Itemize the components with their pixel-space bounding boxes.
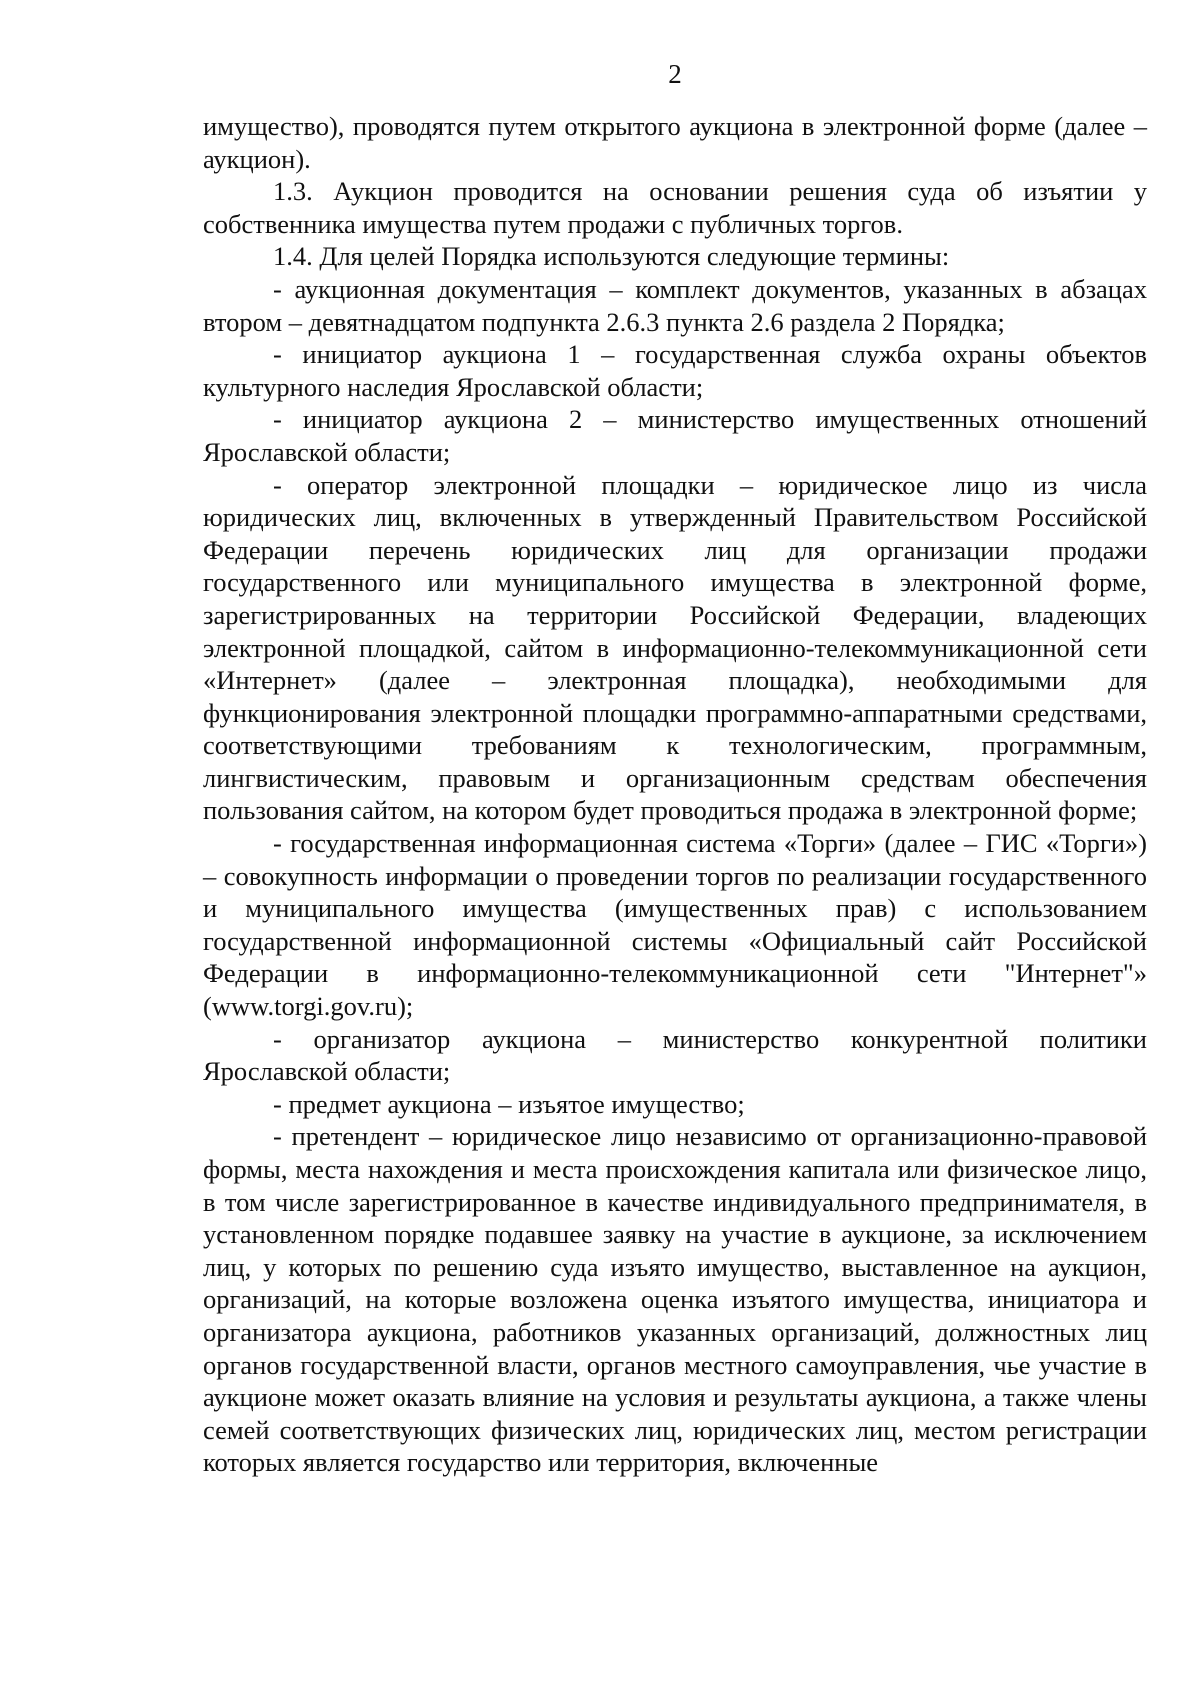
term-subject: - предмет аукциона – изъятое имущество;: [273, 1088, 745, 1119]
term-auction-documentation: - аукционная документация – комплект документов, указанных в абзацах втором – девятнадцатом подпункта 2.6.3 пункта 2.6 раздела 2 Порядка;: [203, 273, 1147, 337]
paragraph-1-4: 1.4. Для целей Порядка используются следующие термины:: [273, 241, 950, 272]
term-organizer: - организатор аукциона – министерство конкурентной политики Ярославской области;: [203, 1023, 1147, 1087]
document-body: [203, 110, 1147, 1479]
term-gis-torgi: - государственная информационная система «Торги» (далее – ГИС «Торги») – совокупность информации о проведении торгов по реализации государственного и муниципального имущества (имущественных прав) с использованием государственной информационной системы «Официальный сайт Российской Федерации в информационно-телекоммуникационной сети "Интернет"» (www.torgi.gov.ru);: [203, 828, 1147, 1022]
term-initiator-1: - инициатор аукциона 1 – государственная служба охраны объектов культурного наследия Ярославской области;: [203, 339, 1147, 402]
term-applicant: - претендент – юридическое лицо независимо от организационно-правовой формы, места нахождения и места происхождения капитала или физическое лицо, в том числе зарегистрированное в качестве индивидуального предпринимателя, в установленном порядке подавшее заявку на участие в аукционе, за исключением лиц, у которых по решению суда изъято имущество, выставленное на аукцион, организаций, на которые возложена оценка изъятого имущества, инициатора и организатора аукциона, работников указанных организаций, должностных лиц органов государственной власти, органов местного самоуправления, чье участие в аукционе может оказать влияние на условия и результаты аукциона, а также члены семей соответствующих физических лиц, юридических лиц, местом регистрации которых является государство или территория, включенные: [203, 1121, 1147, 1478]
term-initiator-2: - инициатор аукциона 2 – министерство имущественных отношений Ярославской области;: [203, 404, 1147, 467]
page-number: 2: [668, 59, 682, 89]
paragraph-1-3: 1.3. Аукцион проводится на основании решения суда об изъятии у собственника имущества путем продажи с публичных торгов.: [203, 176, 1147, 239]
paragraph-continuation: имущество), проводятся путем открытого аукциона в электронной форме (далее – аукцион).: [203, 111, 1147, 174]
term-platform-operator: - оператор электронной площадки – юридическое лицо из числа юридических лиц, включенных в утвержденный Правительством Российской Федерации перечень юридических лиц для организации продажи государственного или муниципального имущества в электронной форме, зарегистрированных на территории Российской Федерации, владеющих электронной площадкой, сайтом в информационно-телекоммуникационной сети «Интернет» (далее – электронная площадка), необходимыми для функционирования электронной площадки программно-аппаратными средствами, соответствующими требованиям к технологическим, программным, лингвистическим, правовым и организационным средствам обеспечения пользования сайтом, на котором будет проводиться продажа в электронной форме;: [203, 469, 1147, 826]
